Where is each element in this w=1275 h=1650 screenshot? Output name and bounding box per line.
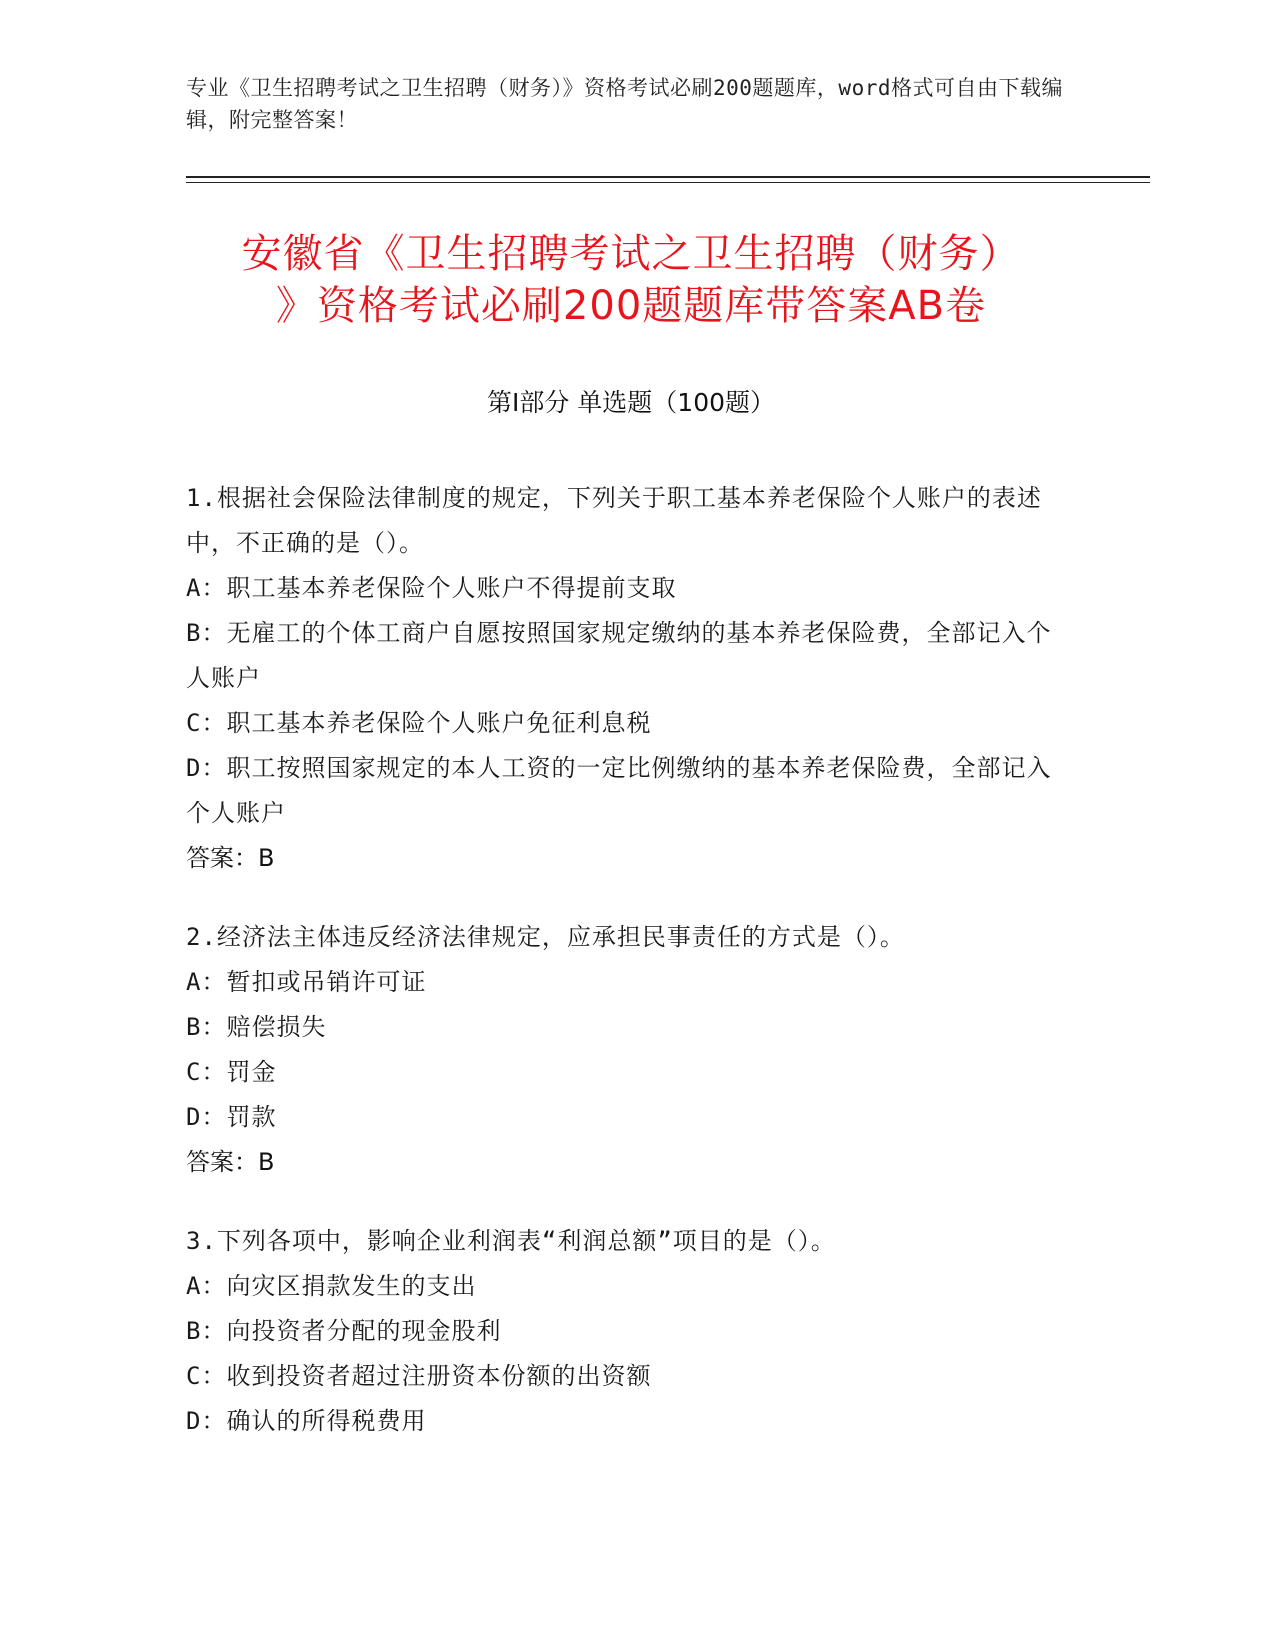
section-heading: 第Ⅰ部分 单选题（100题） (486, 388, 776, 417)
option-a: A：向灾区捐款发生的支出 (186, 1272, 477, 1300)
option-a: A：暂扣或吊销许可证 (186, 968, 427, 996)
option-a: A：职工基本养老保险个人账户不得提前支取 (186, 574, 677, 602)
option-c: C：罚金 (186, 1058, 277, 1086)
option-b: B：赔偿损失 (186, 1013, 327, 1041)
document-title (186, 228, 1076, 332)
option-b: B：无雇工的个体工商户自愿按照国家规定缴纳的基本养老保险费，全部记入个人账户 (186, 619, 1052, 692)
question-1 (186, 476, 1076, 881)
option-c: C：职工基本养老保险个人账户免征利息税 (186, 709, 652, 737)
question-stem: 1.根据社会保险法律制度的规定，下列关于职工基本养老保险个人账户的表述中，不正确的是（）。 (186, 484, 1042, 557)
header-divider-thin (186, 182, 1150, 183)
question-2 (186, 915, 1076, 1185)
answer-line: 答案：B (186, 1148, 275, 1176)
header-divider-thick (186, 176, 1150, 178)
option-b: B：向投资者分配的现金股利 (186, 1317, 502, 1345)
header-note: 专业《卫生招聘考试之卫生招聘（财务）》资格考试必刷200题题库，word格式可自由下载编辑，附完整答案！ (186, 76, 1063, 132)
question-stem: 2.经济法主体违反经济法律规定，应承担民事责任的方式是（）。 (186, 923, 905, 951)
title-line-2: 》资格考试必刷200题题库带答案AB卷 (275, 283, 987, 329)
answer-line: 答案：B (186, 844, 275, 872)
question-3 (186, 1219, 1076, 1444)
question-stem: 3.下列各项中，影响企业利润表“利润总额”项目的是（）。 (186, 1227, 836, 1255)
question-list (186, 476, 1076, 1478)
option-d: D：确认的所得税费用 (186, 1407, 427, 1435)
option-d: D：职工按照国家规定的本人工资的一定比例缴纳的基本养老保险费，全部记入个人账户 (186, 754, 1052, 827)
option-d: D：罚款 (186, 1103, 277, 1131)
title-line-1: 安徽省《卫生招聘考试之卫生招聘（财务） (241, 231, 1021, 277)
option-c: C：收到投资者超过注册资本份额的出资额 (186, 1362, 652, 1390)
